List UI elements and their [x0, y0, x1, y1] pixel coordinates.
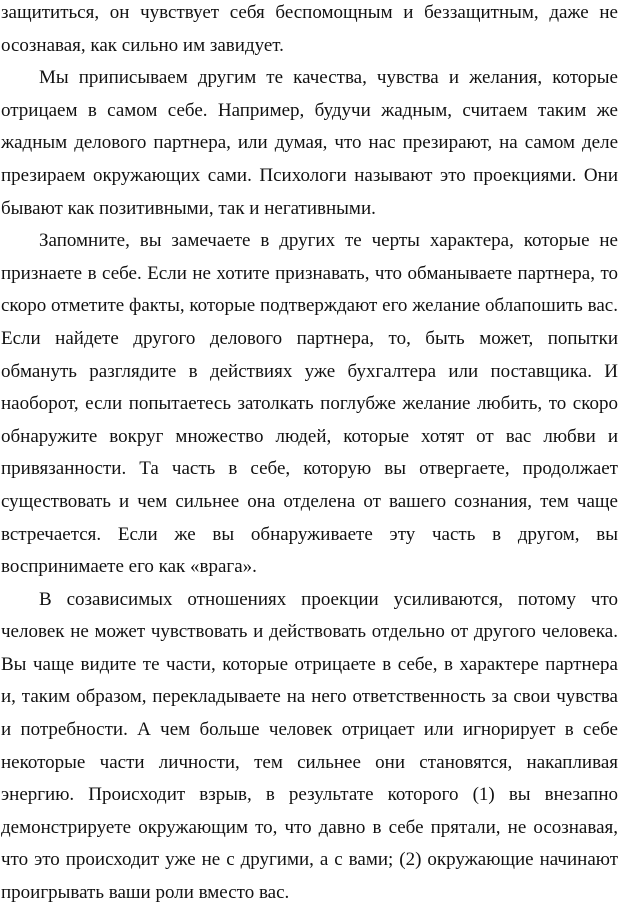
paragraph-4: В созависимых отношениях проекции усиливаются, потому что человек не может чувствовать и действовать отдельно от другого человека. Вы чаще видите те части, которые отрицаете в себе, в характере партнера и, таким образом, перекладываете на него ответственность за свои чувства и потребности. А чем больше человек отрицает или игнорирует в себе некоторые части личности, тем сильнее они становятся, накапливая энергию. Происходит взрыв, в результате которого (1) вы внезапно демонстрируете окружающим то, что давно в себе прятали, не осознавая, что это происходит уже не с другими, а с вами; (2) окружающие начинают проигрывать ваши роли вместо вас.	[1, 588, 618, 904]
paragraph-1: защититься, он чувствует себя беспомощным и беззащитным, даже не осознавая, как сильно им завидует.	[1, 2, 618, 56]
paragraph-3: Запомните, вы замечаете в других те черты характера, которые не признаете в себе. Если не хотите признавать, что обманываете партнера, то скоро отметите факты, которые подтверждают его желание облапошить вас. Если найдете другого делового партнера, то, быть может, попытки обмануть разглядите в действиях уже бухгалтера или поставщика. И наоборот, если попытаетесь затолкать поглубже желание любить, то скоро обнаружите вокруг множество людей, которые хотят от вас любви и привязанности. Та часть в себе, которую вы отвергаете, продолжает существовать и чем сильнее она отделена от вашего сознания, тем чаще встречается. Если же вы обнаруживаете эту часть в другом, вы воспринимаете его как «врага».	[1, 230, 618, 578]
text-body	[1, 0, 618, 910]
paragraph-2: Мы приписываем другим те качества, чувства и желания, которые отрицаем в самом себе. Например, будучи жадным, считаем таким же жадным делового партнера, или думая, что нас презирают, на самом деле презираем окружающих сами. Психологи называют это проекциями. Они бывают как позитивными, так и негативными.	[1, 67, 618, 219]
